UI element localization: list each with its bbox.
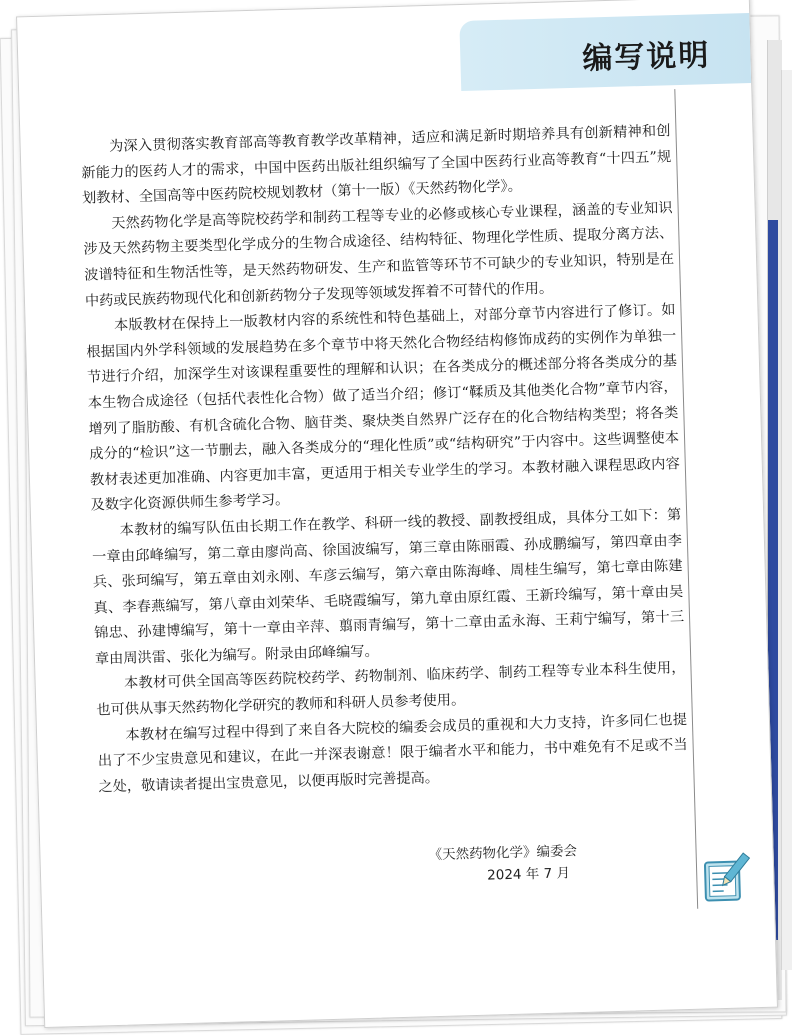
paragraph: 为深入贯彻落实教育部高等教育教学改革精神，适应和满足新时期培养具有创新精神和创新能力的医药人才的需求，中国中医药出版社组织编写了全国中医药行业高等教育“十四五”规划教材、全国高等中医药院校规划教材（第十一版）《天然药物化学》。 xyxy=(80,119,672,212)
document-page xyxy=(16,0,778,1028)
paragraph: 本教材可供全国高等医药院校药学、药物制剂、临床药学、制药工程等专业本科生使用，也可供从事天然药物化学研究的教师和科研人员参考使用。 xyxy=(95,656,686,724)
paragraph: 本教材在编写过程中得到了来自各大院校的编委会成员的重视和大力支持，许多同仁也提出了不少宝贵意见和建议，在此一并深表谢意！限于编者水平和能力，书中难免有不足或不当之处，敬请读者提出宝贵意见，以便再版时完善提高。 xyxy=(97,708,689,801)
paragraph: 本教材的编写队伍由长期工作在教学、科研一线的教授、副教授组成，具体分工如下：第一章由邱峰编写，第二章由廖尚高、徐国波编写，第三章由陈丽霞、孙成鹏编写，第四章由李兵、张珂编写，第五章由刘永刚、车彦云编写，第六章由陈海峰、周桂生编写，第七章由陈建真、李春燕编写，第八章由刘荣华、毛晓霞编写，第九章由原红霞、王新玲编写，第十章由吴锦忠、孙建博编写，第十一章由辛萍、翦雨青编写，第十二章由孟永海、王莉宁编写，第十三章由周洪雷、张化为编写。附录由邱峰编写。 xyxy=(91,503,685,673)
signature-block xyxy=(428,840,578,888)
preface-body xyxy=(80,119,688,801)
paragraph: 天然药物化学是高等院校药学和制药工程等专业的必修或核心专业课程，涵盖的专业知识涉及天然药物主要类型化学成分的生物合成途径、结构特征、物理化学性质、提取分离方法、波谱特征和生物活性等，是天然药物研发、生产和监管等环节不可缺少的专业知识，特别是在中药或民族药物现代化和创新药物分子发现等领域发挥着不可替代的作用。 xyxy=(83,196,676,315)
notepad-pencil-icon xyxy=(701,849,752,904)
page-stack-edge xyxy=(781,70,792,970)
signature-date: 2024 年 7 月 xyxy=(429,862,578,888)
editorial-committee: 《天然药物化学》编委会 xyxy=(428,840,577,866)
paragraph: 本版教材在保持上一版教材内容的系统性和特色基础上，对部分章节内容进行了修订。如根据国内外学科领域的发展趋势在多个章节中将天然化合物经结构修饰成药的实例作为单独一节进行介绍，加深学生对该课程重要性的理解和认识；在各类成分的概述部分将各类成分的基本生物合成途径（包括代表性化合物）做了适当介绍；修订“鞣质及其他类化合物”章节内容，增列了脂肪酸、有机含硫化合物、脑苷类、聚炔类自然界广泛存在的化合物结构类型；将各类成分的“检识”这一节删去，融入各类成分的“理化性质”或“结构研究”于内容中。这些调整使本教材表述更加准确、内容更加丰富，更适用于相关专业学生的学习。本教材融入课程思政内容及数字化资源供师生参考学习。 xyxy=(85,298,680,519)
page-title: 编写说明 xyxy=(582,30,711,78)
